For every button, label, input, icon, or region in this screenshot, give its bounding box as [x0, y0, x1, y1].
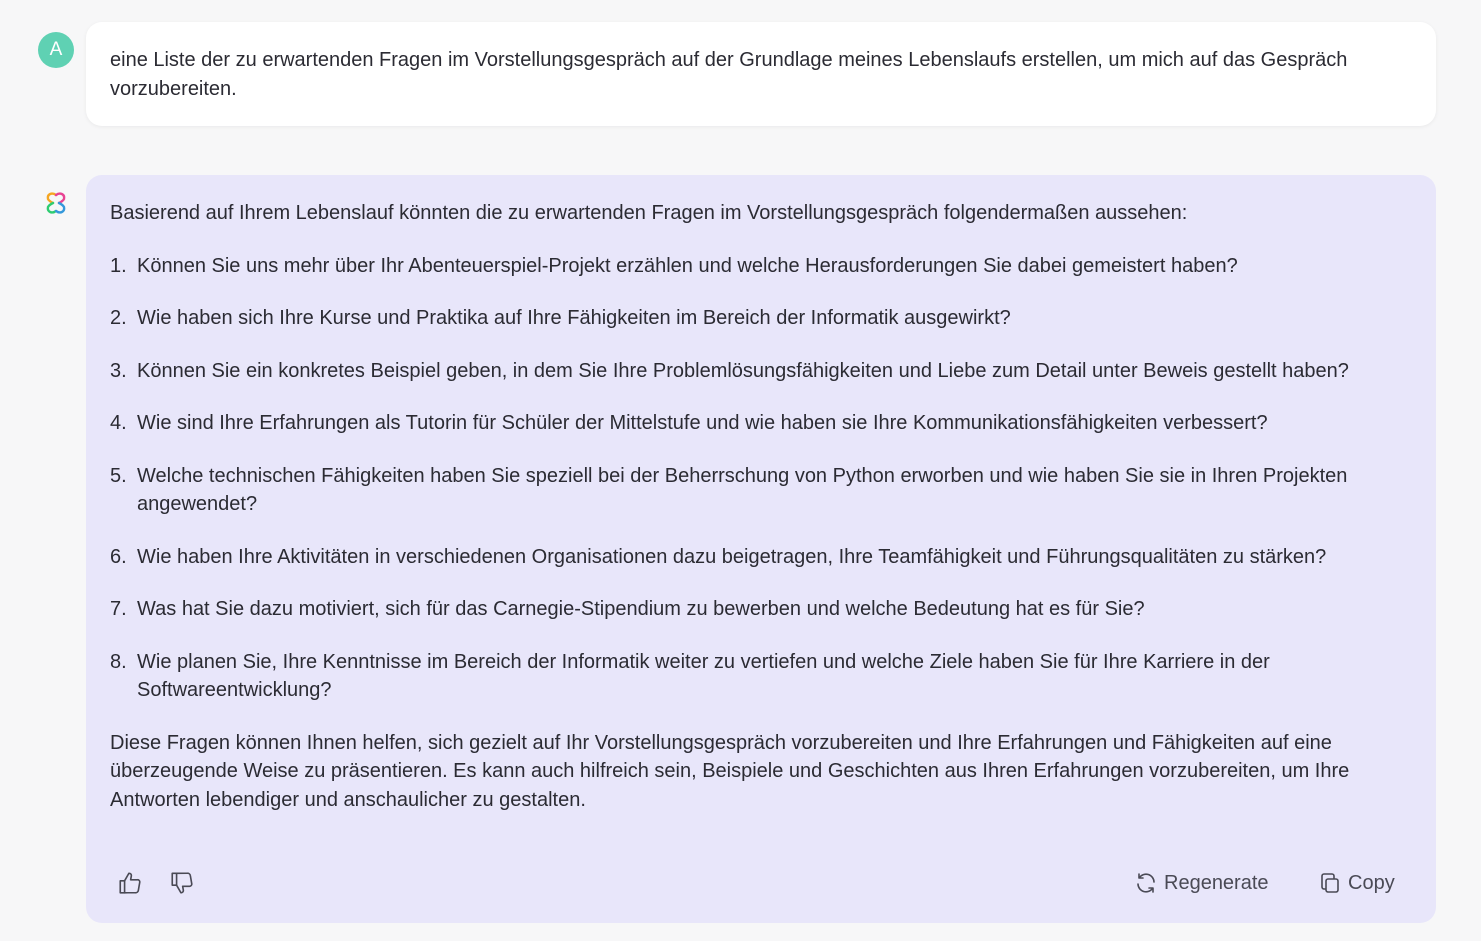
question-text: Können Sie ein konkretes Beispiel geben, in dem Sie Ihre Problemlösungsfähigkeiten und Liebe zum Detail unter Beweis gestellt haben? [137, 359, 1349, 382]
list-number: 8. [110, 650, 127, 673]
list-number: 1. [110, 254, 127, 277]
thumbs-up-icon [117, 870, 143, 896]
question-text: Wie haben sich Ihre Kurse und Praktika auf Ihre Fähigkeiten im Bereich der Informatik ausgewirkt? [137, 307, 1011, 329]
list-number: 5. [110, 464, 127, 487]
list-item [110, 543, 1412, 572]
list-item [110, 252, 1412, 281]
user-message: eine Liste der zu erwartenden Fragen im Vorstellungsgespräch auf der Grundlage meines Lebenslaufs erstellen, um mich auf das Gespräch vorzubereiten. [86, 22, 1436, 126]
assistant-outro: Diese Fragen können Ihnen helfen, sich gezielt auf Ihr Vorstellungsgespräch vorzubereiten und Ihre Erfahrungen und Fähigkeiten auf eine überzeugende Weise zu präsentieren. Es kann auch hilfreich sein, Beispiele und Geschichten aus Ihren Erfahrungen vorzubereiten, um Ihre Antworten lebendiger und anschaulicher zu gestalten. [110, 731, 1350, 811]
regenerate-label: Regenerate [1164, 871, 1269, 894]
question-text: Wie planen Sie, Ihre Kenntnisse im Bereich der Informatik weiter zu vertiefen und welche Ziele haben Sie für Ihre Karriere in der Softwareentwicklung? [137, 650, 1270, 701]
question-text: Welche technischen Fähigkeiten haben Sie speziell bei der Beherrschung von Python erworben und wie haben Sie sie in Ihren Projekten angewendet? [137, 464, 1348, 515]
thumbs-down-button[interactable] [166, 867, 198, 899]
assistant-message [86, 175, 1436, 923]
list-number: 4. [110, 412, 127, 434]
question-text: Wie haben Ihre Aktivitäten in verschiedenen Organisationen dazu beigetragen, Ihre Teamfähigkeit und Führungsqualitäten zu stärken? [137, 545, 1327, 568]
copy-button[interactable] [1318, 867, 1395, 899]
copy-icon [1318, 871, 1342, 895]
bot-logo-icon [44, 191, 68, 215]
list-number: 2. [110, 307, 127, 329]
thumbs-down-icon [169, 870, 195, 896]
question-text: Was hat Sie dazu motiviert, sich für das Carnegie-Stipendium zu bewerben und welche Bedeutung hat es für Sie? [137, 598, 1145, 620]
list-item [110, 462, 1412, 519]
list-item [110, 595, 1412, 624]
list-item [110, 357, 1412, 386]
question-text: Können Sie uns mehr über Ihr Abenteuerspiel-Projekt erzählen und welche Herausforderungen Sie dabei gemeistert haben? [137, 254, 1238, 277]
user-avatar: A [38, 32, 74, 68]
regenerate-button[interactable] [1134, 867, 1269, 899]
question-list [110, 252, 1412, 705]
copy-label: Copy [1348, 871, 1395, 894]
list-item [110, 648, 1412, 705]
thumbs-up-button[interactable] [114, 867, 146, 899]
list-number: 3. [110, 359, 127, 382]
list-number: 7. [110, 598, 127, 620]
refresh-icon [1134, 871, 1158, 895]
list-item [110, 304, 1412, 333]
list-item [110, 409, 1412, 438]
list-number: 6. [110, 545, 127, 568]
question-text: Wie sind Ihre Erfahrungen als Tutorin für Schüler der Mittelstufe und wie haben sie Ihre Kommunikationsfähigkeiten verbessert? [137, 412, 1268, 434]
assistant-intro: Basierend auf Ihrem Lebenslauf könnten die zu erwartenden Fragen im Vorstellungsgespräch folgendermaßen aussehen: [110, 202, 1188, 224]
message-actions [110, 867, 1412, 899]
